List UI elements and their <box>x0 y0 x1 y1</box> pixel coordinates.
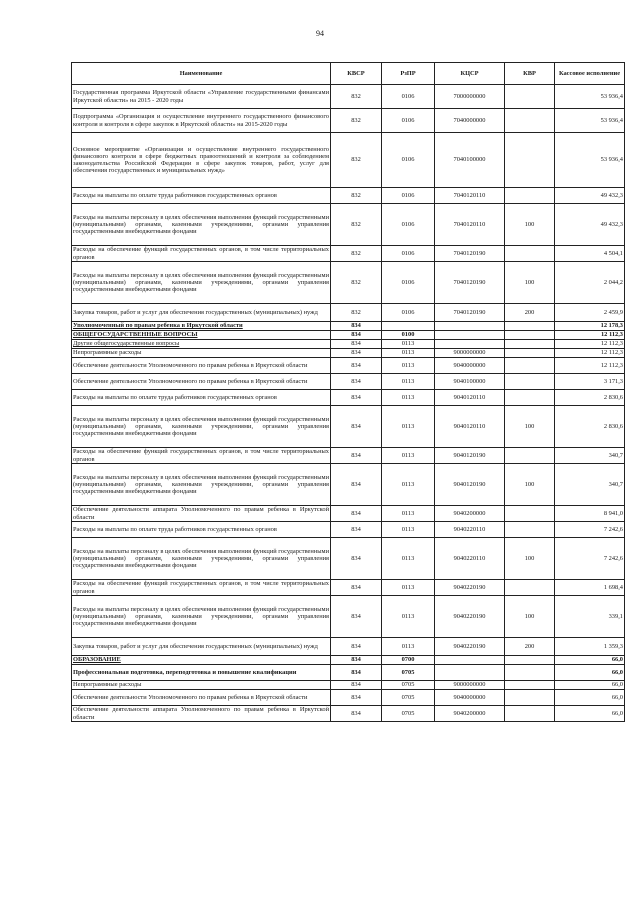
cell-kvsr: 834 <box>331 681 382 690</box>
cell-name: Расходы на выплаты персоналу в целях обеспечения выполнения функций государственными (муниципальными) органами, казенными учреждениями, органами управления государственными внебюджетными фондами <box>72 262 331 304</box>
cell-kcsr: 9040200000 <box>435 506 505 522</box>
cell-rzpr: 0106 <box>382 246 435 262</box>
cell-kcsr: 9040200000 <box>435 706 505 722</box>
cell-rzpr: 0113 <box>382 580 435 596</box>
cell-kcsr: 9040220190 <box>435 596 505 638</box>
cell-kvr <box>505 665 555 681</box>
cell-amount: 7 242,6 <box>555 538 625 580</box>
cell-kvr: 200 <box>505 304 555 322</box>
cell-kvr <box>505 322 555 331</box>
cell-kcsr: 7040120110 <box>435 188 505 204</box>
cell-kcsr: 9040120190 <box>435 464 505 506</box>
cell-amount: 66,0 <box>555 665 625 681</box>
cell-kvr <box>505 109 555 133</box>
cell-amount: 53 936,4 <box>555 133 625 188</box>
header-name: Наименование <box>72 63 331 85</box>
table-header-row <box>72 63 625 85</box>
cell-rzpr: 0106 <box>382 262 435 304</box>
cell-kvsr: 834 <box>331 340 382 349</box>
table-body <box>72 85 625 722</box>
cell-name: Подпрограмма «Организация и осуществление внутреннего государственного финансового контроля и контроля в сфере закупок в Иркутской области» на 2015-2020 годы <box>72 109 331 133</box>
cell-kvr <box>505 188 555 204</box>
cell-kcsr: 7040120110 <box>435 204 505 246</box>
cell-kvr <box>505 331 555 340</box>
cell-amount: 2 830,6 <box>555 390 625 406</box>
cell-kvsr: 834 <box>331 322 382 331</box>
cell-rzpr: 0705 <box>382 706 435 722</box>
cell-kcsr: 9040220190 <box>435 580 505 596</box>
cell-name: Расходы на выплаты персоналу в целях обеспечения выполнения функций государственными (муниципальными) органами, казенными учреждениями, органами управления государственными внебюджетными фондами <box>72 538 331 580</box>
cell-name: ОБЩЕГОСУДАРСТВЕННЫЕ ВОПРОСЫ <box>72 331 331 340</box>
cell-kvsr: 834 <box>331 374 382 390</box>
cell-name: Расходы на обеспечение функций государственных органов, в том числе территориальных органов <box>73 580 329 595</box>
cell-amount: 53 936,4 <box>555 109 625 133</box>
cell-amount: 3 171,3 <box>555 374 625 390</box>
table-row <box>72 665 625 681</box>
table-row <box>72 374 625 390</box>
cell-kcsr: 9040220110 <box>435 522 505 538</box>
cell-kvsr: 832 <box>331 246 382 262</box>
cell-kvsr: 834 <box>331 358 382 374</box>
cell-kvr <box>505 85 555 109</box>
cell-rzpr: 0113 <box>382 596 435 638</box>
cell-rzpr: 0113 <box>382 349 435 358</box>
cell-kcsr: 9040000000 <box>435 358 505 374</box>
table-row <box>72 109 625 133</box>
header-rzpr: РзПР <box>382 63 435 85</box>
cell-amount: 12 112,3 <box>555 331 625 340</box>
cell-kvsr: 832 <box>331 304 382 322</box>
cell-kvr <box>505 522 555 538</box>
table-row <box>72 246 625 262</box>
cell-name: Обеспечение деятельности аппарата Уполномоченного по правам ребенка в Иркутской области <box>73 506 329 521</box>
cell-name: Государственная программа Иркутской области «Управление государственными финансами Иркутской области» на 2015 - 2020 годы <box>72 85 331 109</box>
cell-kvsr: 834 <box>331 665 382 681</box>
cell-amount: 4 504,1 <box>555 246 625 262</box>
cell-kvsr: 834 <box>331 522 382 538</box>
cell-kvsr: 834 <box>331 349 382 358</box>
cell-rzpr: 0705 <box>382 665 435 681</box>
cell-amount: 66,0 <box>555 690 625 706</box>
cell-name: Закупка товаров, работ и услуг для обеспечения государственных (муниципальных) нужд <box>72 304 331 322</box>
cell-kcsr <box>435 322 505 331</box>
table-row <box>72 204 625 246</box>
cell-kcsr: 9040000000 <box>435 690 505 706</box>
cell-kvsr: 834 <box>331 331 382 340</box>
table-row <box>72 681 625 690</box>
cell-amount: 340,7 <box>555 448 625 464</box>
cell-amount: 49 432,3 <box>555 204 625 246</box>
cell-amount: 12 112,3 <box>555 358 625 374</box>
cell-kvsr: 834 <box>331 464 382 506</box>
cell-kvsr: 834 <box>331 390 382 406</box>
table-row <box>72 656 625 665</box>
page-number: 94 <box>316 29 324 38</box>
cell-kcsr: 9040120110 <box>435 390 505 406</box>
table-row <box>72 448 625 464</box>
budget-execution-table <box>71 62 625 722</box>
cell-kvsr: 834 <box>331 406 382 448</box>
cell-kcsr <box>435 331 505 340</box>
table-row <box>72 522 625 538</box>
cell-kvr <box>505 349 555 358</box>
cell-rzpr: 0113 <box>382 358 435 374</box>
cell-rzpr: 0113 <box>382 448 435 464</box>
cell-amount: 340,7 <box>555 464 625 506</box>
cell-kvsr: 832 <box>331 188 382 204</box>
cell-kvsr: 832 <box>331 204 382 246</box>
cell-amount: 7 242,6 <box>555 522 625 538</box>
header-kvsr: КВСР <box>331 63 382 85</box>
cell-kcsr: 9040120110 <box>435 406 505 448</box>
cell-rzpr: 0113 <box>382 522 435 538</box>
table-row <box>72 340 625 349</box>
cell-name: Закупка товаров, работ и услуг для обеспечения государственных (муниципальных) нужд <box>72 638 331 656</box>
cell-name: Расходы на выплаты персоналу в целях обеспечения выполнения функций государственными (муниципальными) органами, казенными учреждениями, органами управления государственными внебюджетными фондами <box>72 596 331 638</box>
table-row <box>72 596 625 638</box>
cell-amount: 8 941,0 <box>555 506 625 522</box>
cell-kvsr: 834 <box>331 580 382 596</box>
cell-kvr <box>505 246 555 262</box>
cell-kvsr: 834 <box>331 506 382 522</box>
cell-kvr: 200 <box>505 638 555 656</box>
cell-kvr <box>505 374 555 390</box>
table-row <box>72 706 625 722</box>
cell-kvr: 100 <box>505 538 555 580</box>
cell-rzpr: 0700 <box>382 656 435 665</box>
cell-amount: 2 459,9 <box>555 304 625 322</box>
cell-rzpr: 0113 <box>382 390 435 406</box>
cell-kcsr: 7040100000 <box>435 133 505 188</box>
cell-rzpr: 0113 <box>382 538 435 580</box>
table-row <box>72 506 625 522</box>
cell-kcsr: 9040120190 <box>435 448 505 464</box>
cell-amount: 2 830,6 <box>555 406 625 448</box>
cell-rzpr: 0113 <box>382 638 435 656</box>
cell-kcsr: 7000000000 <box>435 85 505 109</box>
cell-rzpr: 0113 <box>382 340 435 349</box>
cell-kvr <box>505 506 555 522</box>
cell-kvr <box>505 580 555 596</box>
table-row <box>72 304 625 322</box>
cell-rzpr: 0113 <box>382 406 435 448</box>
cell-amount: 12 178,3 <box>555 322 625 331</box>
cell-kcsr: 7040120190 <box>435 304 505 322</box>
cell-kvr: 100 <box>505 464 555 506</box>
cell-name: Расходы на выплаты персоналу в целях обеспечения выполнения функций государственными (муниципальными) органами, казенными учреждениями, органами управления государственными внебюджетными фондами <box>72 406 331 448</box>
cell-kvr <box>505 448 555 464</box>
table-row <box>72 85 625 109</box>
cell-name: Обеспечение деятельности Уполномоченного по правам ребенка в Иркутской области <box>72 358 331 374</box>
table-row <box>72 538 625 580</box>
table-row <box>72 262 625 304</box>
cell-kvr: 100 <box>505 204 555 246</box>
cell-kvr <box>505 340 555 349</box>
cell-name: Расходы на выплаты персоналу в целях обеспечения выполнения функций государственными (муниципальными) органами, казенными учреждениями, органами управления государственными внебюджетными фондами <box>72 204 331 246</box>
cell-kvsr: 834 <box>331 448 382 464</box>
table-row <box>72 390 625 406</box>
cell-kcsr: 9040100000 <box>435 374 505 390</box>
cell-kcsr <box>435 340 505 349</box>
cell-rzpr: 0113 <box>382 506 435 522</box>
cell-kvr <box>505 690 555 706</box>
cell-kvr <box>505 358 555 374</box>
cell-rzpr: 0106 <box>382 188 435 204</box>
cell-amount: 66,0 <box>555 706 625 722</box>
cell-amount: 53 936,4 <box>555 85 625 109</box>
table-row <box>72 349 625 358</box>
header-amount: Кассовое исполнение <box>555 63 625 85</box>
table-row <box>72 464 625 506</box>
cell-rzpr: 0705 <box>382 681 435 690</box>
cell-kvsr: 834 <box>331 538 382 580</box>
cell-rzpr: 0113 <box>382 464 435 506</box>
cell-amount: 49 432,3 <box>555 188 625 204</box>
cell-name: Другие общегосударственные вопросы <box>72 340 331 349</box>
cell-rzpr: 0705 <box>382 690 435 706</box>
cell-rzpr: 0106 <box>382 204 435 246</box>
cell-kcsr <box>435 656 505 665</box>
cell-kcsr: 9000000000 <box>435 681 505 690</box>
cell-kvr <box>505 706 555 722</box>
cell-name: Расходы на обеспечение функций государственных органов, в том числе территориальных органов <box>73 448 329 463</box>
cell-kvsr: 832 <box>331 85 382 109</box>
cell-name: Обеспечение деятельности Уполномоченного по правам ребенка в Иркутской области <box>72 690 331 706</box>
cell-rzpr: 0106 <box>382 133 435 188</box>
cell-name: Расходы на выплаты по оплате труда работников государственных органов <box>72 390 331 406</box>
cell-name: ОБРАЗОВАНИЕ <box>72 656 331 665</box>
table-row <box>72 638 625 656</box>
cell-name: Расходы на выплаты персоналу в целях обеспечения выполнения функций государственными (муниципальными) органами, казенными учреждениями, органами управления государственными внебюджетными фондами <box>72 464 331 506</box>
cell-rzpr: 0100 <box>382 331 435 340</box>
cell-name: Обеспечение деятельности Уполномоченного по правам ребенка в Иркутской области <box>72 374 331 390</box>
cell-kcsr: 7040000000 <box>435 109 505 133</box>
cell-rzpr: 0106 <box>382 85 435 109</box>
cell-name: Расходы на выплаты по оплате труда работников государственных органов <box>72 188 331 204</box>
cell-name: Обеспечение деятельности аппарата Уполномоченного по правам ребенка в Иркутской области <box>73 706 329 721</box>
cell-rzpr: 0106 <box>382 304 435 322</box>
cell-amount: 1 698,4 <box>555 580 625 596</box>
cell-kcsr <box>435 665 505 681</box>
cell-kvr <box>505 656 555 665</box>
cell-amount: 12 112,3 <box>555 349 625 358</box>
cell-kvsr: 834 <box>331 690 382 706</box>
cell-rzpr <box>382 322 435 331</box>
cell-name: Расходы на обеспечение функций государственных органов, в том числе территориальных органов <box>73 246 329 261</box>
cell-name: Профессиональная подготовка, переподготовка и повышение квалификации <box>72 665 331 681</box>
table-row <box>72 322 625 331</box>
cell-kvr: 100 <box>505 262 555 304</box>
table-row <box>72 690 625 706</box>
table-row <box>72 358 625 374</box>
cell-kcsr: 7040120190 <box>435 246 505 262</box>
cell-amount: 12 112,3 <box>555 340 625 349</box>
cell-kvr <box>505 133 555 188</box>
table-row <box>72 580 625 596</box>
cell-kvsr: 832 <box>331 109 382 133</box>
cell-kvsr: 834 <box>331 706 382 722</box>
cell-rzpr: 0106 <box>382 109 435 133</box>
cell-kvsr: 834 <box>331 596 382 638</box>
cell-kvr: 100 <box>505 406 555 448</box>
cell-name: Основное мероприятие «Организация и осуществление внутреннего государственного финансового контроля в сфере бюджетных правоотношений и контроля за соблюдением законодательства Российской Федерации в сфере закупок товаров, работ, услуг для обеспечения государственных и муниципальных нужд» <box>72 133 331 188</box>
cell-amount: 66,0 <box>555 656 625 665</box>
cell-name: Расходы на выплаты по оплате труда работников государственных органов <box>72 522 331 538</box>
cell-name: Непрограммные расходы <box>72 349 331 358</box>
cell-name: Непрограммные расходы <box>72 681 331 690</box>
table-row <box>72 188 625 204</box>
table-row <box>72 133 625 188</box>
cell-amount: 2 044,2 <box>555 262 625 304</box>
cell-name: Уполномоченный по правам ребенка в Иркутской области <box>72 322 331 331</box>
cell-kvsr: 832 <box>331 262 382 304</box>
cell-amount: 66,0 <box>555 681 625 690</box>
header-kcsr: КЦСР <box>435 63 505 85</box>
cell-amount: 1 359,3 <box>555 638 625 656</box>
header-kvr: КВР <box>505 63 555 85</box>
cell-kvsr: 834 <box>331 656 382 665</box>
cell-rzpr: 0113 <box>382 374 435 390</box>
cell-kvr: 100 <box>505 596 555 638</box>
table-row <box>72 331 625 340</box>
cell-kcsr: 9000000000 <box>435 349 505 358</box>
cell-kvr <box>505 681 555 690</box>
cell-kvsr: 832 <box>331 133 382 188</box>
table-row <box>72 406 625 448</box>
cell-kvr <box>505 390 555 406</box>
cell-kcsr: 9040220110 <box>435 538 505 580</box>
cell-kcsr: 9040220190 <box>435 638 505 656</box>
cell-amount: 339,1 <box>555 596 625 638</box>
cell-kvsr: 834 <box>331 638 382 656</box>
cell-kcsr: 7040120190 <box>435 262 505 304</box>
